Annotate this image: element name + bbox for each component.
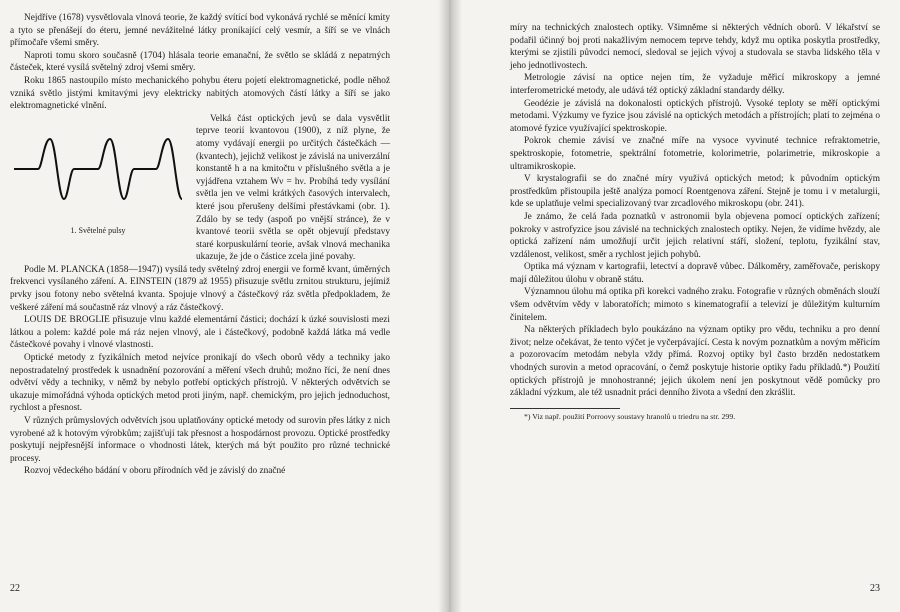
page-number: 22 <box>10 583 20 594</box>
paragraph: Významnou úlohu má optika při korekci vadného zraku. Fotografie v různých obměnách slouží všem odvětvím vědy v laboratořích; mimoto s kinematografií a televizí je důležitým kulturním činitelem. <box>510 287 880 323</box>
paragraph: Rozvoj vědeckého bádání v oboru přírodních věd je závislý do značné <box>24 466 286 477</box>
paragraph: Roku 1865 nastoupilo místo mechanického pohybu éteru pojetí elektromagnetické, podle něhož vzniká světlo jistými kmitavými jevy elektricky nabitých atomových částí látky a šíří se jako elektromagnetické vlnění. <box>10 75 390 112</box>
paragraph: Geodézie je závislá na dokonalosti optických přístrojů. Vysoké teploty se měří optickými metodami. Výzkumy ve fyzice jsou závislé na optických metodách a přístrojích; platí to zejména o atomové fyzice využívající spektroskopie. <box>510 98 880 134</box>
figure-light-pulses <box>10 119 186 251</box>
paragraph: Podle M. PLANCKA (1858—1947)) vysílá tedy světelný zdroj energii ve formě kvant, úměrných frekvenci vysílaného záření. A. EINSTEIN (1879 až 1955) přisuzuje světlu zrnitou strukturu, jejímiž prvky jsou fotony nebo světelná kvanta. Spojuje vlnový a částečkový ráz světla předpokladem, že veškeré záření má součastně ráz vlnový a ráz částečkový. <box>10 264 390 313</box>
paragraph: LOUIS DE BROGLIE přisuzuje vlnu každé elementární částici; dochází k úzké souvislosti mezi látkou a polem: každé pole má ráz nejen vlnový, ale i částečkový, podobně každá látka má vedle částečkové povahy i vlnové vlastnosti. <box>10 315 390 351</box>
paragraph: Optické metody z fyzikálních metod nejvíce pronikají do všech oborů vědy a techniky jako nepostradatelný prostředek k usnadnění pozorování a měření všech druhů; možno říci, že není dnes odvětví vědy a techniky, v němž by nebylo potřebí optických přístrojů. V některých odvětvích se ukazuje mimořádná výhoda optických metod proti jiným, např. chemickým, pro jejich jednoduchost, rychlost a přesnost. <box>10 353 390 414</box>
paragraph: Metrologie závisí na optice nejen tím, že vyžaduje měřicí mikroskopy a jemné interferometrické metody, ale udává též optický základní standardy délky. <box>510 73 880 96</box>
paragraph: Pokrok chemie závisí ve značné míře na vysoce vyvinuté technice refraktometrie, spektroskopie, fotometrie, spektrální fotometrie, kolorimetrie, polarimetrie, mikroskopie a ultramikroskopie. <box>510 136 880 172</box>
page-number: 23 <box>870 583 880 594</box>
footnote-divider <box>510 408 620 409</box>
footnote: *) Viz např. použití Porroovy soustavy hranolů u triedru na str. 299. <box>524 411 736 421</box>
book-gutter <box>438 0 462 612</box>
light-pulses-wave-icon <box>10 119 186 219</box>
paragraph: Na některých příkladech bylo poukázáno na význam optiky pro vědu, techniku a pro denní život; nelze očekávat, že tento výčet je vyčerpávající. Cesta k novým poznatkům a novým měřicím a pozorovacím metodám nebyla vždy přímá. Rozvoj optiky byl často brzděn nedostatkem vhodných surovin a metod opracování, o čemž poskytuje historie optiky řadu příkladů.*) Použití optických přístrojů je mnohostranné; jejich úkolem není jen poskytnout vědě pomůcky pro základní výzkum, ale též usnadnit práci denního života a všední den zkrášlit. <box>510 325 880 399</box>
right-page <box>450 0 900 612</box>
paragraph: V různých průmyslových odvětvích jsou uplatňovány optické metody od surovin přes látky z nich vyrobené až k hotovým výrobkům; zajišťují tak přesnost a hospodárnost provozu. Optické prostředky poskytují nejpřesnější informace o vhodnosti látek, kterých má být použito pro různé technické procesy. <box>10 416 390 464</box>
paragraph: V krystalografii se do značné míry využívá optických metod; k původním optickým prostředkům přistoupila ještě analýza pomocí Roentgenova záření. Stejně je tomu i v metalurgii, kde se uplatňuje velmi specializovaný tvar zrcadlového mikroskopu (obr. 241). <box>510 174 880 210</box>
paragraph: Je známo, že celá řada poznatků v astronomii byla objevena pomocí optických zařízení; pokroky v astrofyzice jsou závislé na technických znalostech optiky. Nejen, že vidíme hvězdy, ale optická zařízení nám umožňují určit jejich relativní stáří, složení, teplotu, fyzikální stav, vzdálenost, velikost, směr a rychlost jejich pohybů. <box>510 211 880 260</box>
left-page-text <box>10 12 390 478</box>
paragraph: míry na technických znalostech optiky. Všimněme si některých vědních oborů. V lékařství se podařil účinný boj proti nakažlivým nemocem teprve tehdy, když mu optika poskytla prostředky, kterými se zjistili původci nemocí, sledoval se jejich vývoj a studovala se stavba lidského těla v jeho jednotlivostech. <box>510 23 880 71</box>
paragraph: Optika má význam v kartografii, letectví a dopravě vůbec. Dálkoměry, zaměřovače, periskopy mají důležitou úlohu v obraně státu. <box>510 262 880 285</box>
paragraph: Nejdříve (1678) vysvětlovala vlnová teorie, že každý svítící bod vykonává rychlé se měnící kmity a tyto se přenášejí do éteru, jemné nevážitelné látky pronikající celý vesmír, a šíří se ve vlnách přímočaře všemi směry. <box>10 13 390 49</box>
figure-caption: 1. Světelné pulsy <box>70 226 126 236</box>
right-page-text <box>510 22 880 422</box>
paragraph: Naproti tomu skoro současně (1704) hlásala teorie emanační, že světlo se skládá z nepatrných částeček, které vysílá světelný zdroj všemi směry. <box>10 50 390 74</box>
paragraph: Velká část optických jevů se dala vysvětlit teprve teorií kvantovou (1900), z níž plyne, že atomy vydávají energii po určitých částečkách — (kvantech), jejichž velikost je závislá na univerzální konstantě h a na kmitočtu ν příslušného světla a je vyjádřena vztahem Wν = hν. Probíhá tedy vysílání světla jen ve velmi krátkých časových intervalech, které jsou přerušeny delšími přestávkami (obr. 1). Zdálo by se tedy (aspoň po vnější stránce), že v kvantové teorii světla se opět objevují představy staré korpuskulární teorie, avšak vlnová mechanika ukazuje, že jde o částice zcela jiné povahy. <box>196 113 390 263</box>
